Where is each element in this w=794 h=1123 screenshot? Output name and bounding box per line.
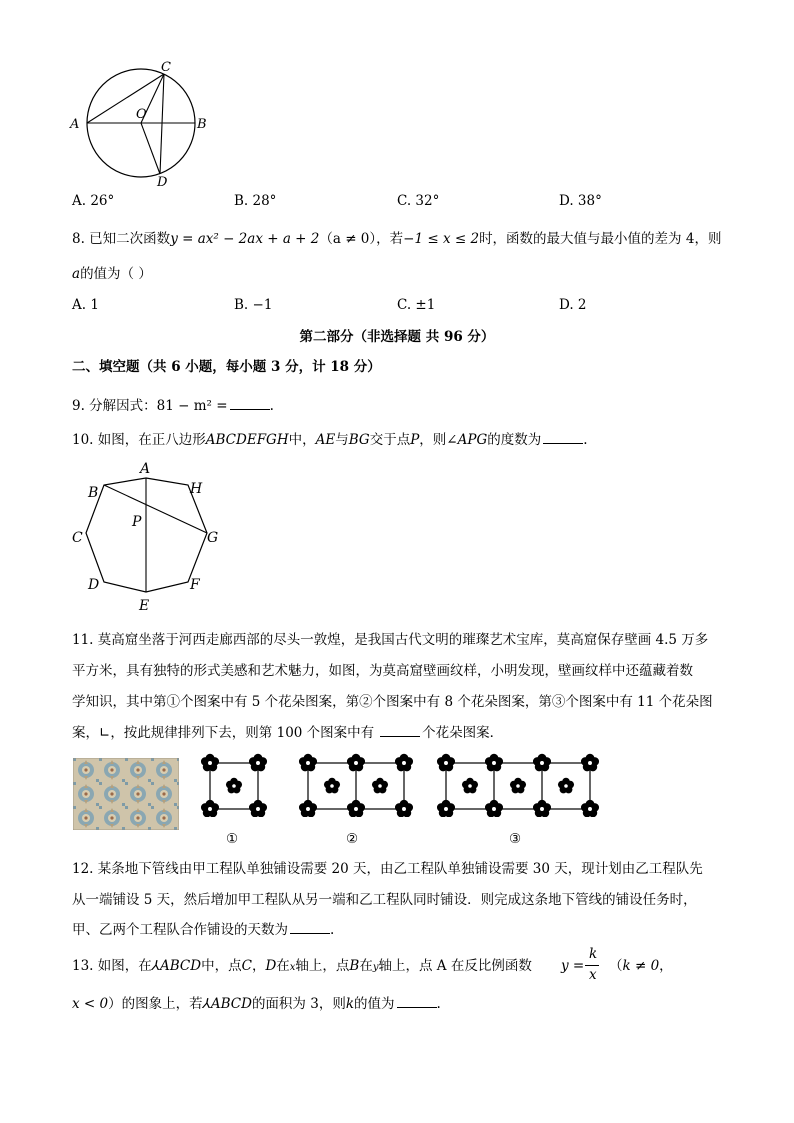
q10-label-g: G	[207, 530, 219, 546]
q11-caption-2: ②	[346, 831, 359, 847]
flower-icon	[324, 778, 340, 794]
flower-icon	[485, 800, 503, 817]
flower-icon	[437, 754, 455, 772]
q8-stem-line2: a的值为（ ）	[72, 266, 152, 282]
q10-label-e: E	[139, 598, 150, 614]
q8-option-a: A. 1	[72, 297, 99, 313]
section2-heading: 二、填空题（共 6 小题，每小题 3 分，计 18 分）	[72, 359, 381, 375]
q7-option-b: B. 28°	[234, 193, 277, 209]
flower-icon	[299, 800, 317, 817]
q8-option-c: C. ±1	[397, 297, 436, 313]
q10-label-f: F	[190, 577, 200, 593]
q11-mural-photo	[73, 758, 179, 830]
flower-icon	[249, 754, 267, 772]
q12-line3: 甲、乙两个工程队合作铺设的天数为 .	[72, 922, 335, 938]
q11-line1: 11. 莫高窟坐落于河西走廊西部的尽头一敦煌，是我国古代文明的璀璨艺术宝库，莫高窟保存壁画 4.5 万多	[72, 632, 709, 648]
q13-line2: x < 0）的图象上，若⅄ABCD的面积为 3，则k的值为 .	[72, 996, 441, 1012]
q11-line4: 案，∟，按此规律排列下去，则第 100 个图案中有 个花朵图案．	[72, 725, 504, 741]
flower-icon	[581, 800, 599, 817]
flower-icon	[395, 800, 413, 817]
flower-icon	[395, 754, 413, 772]
flower-icon	[347, 754, 365, 772]
flower-icon	[581, 754, 599, 772]
q13-line1: 13. 如图，在⅄ABCD中，点C，D在x轴上，点B在y轴上，点 A 在反比例函数	[72, 958, 532, 974]
flower-icon	[299, 754, 317, 772]
q11-pattern-2	[296, 753, 416, 817]
q8-option-b: B. −1	[234, 297, 273, 313]
flower-icon	[437, 800, 455, 817]
q10-label-c: C	[72, 530, 83, 546]
q10-label-p: P	[132, 514, 142, 530]
q12-answer-blank[interactable]	[290, 920, 330, 934]
flower-icon	[533, 800, 551, 817]
q11-pattern-3	[434, 753, 604, 817]
q11-caption-3: ③	[509, 831, 522, 847]
q11-line3: 学知识，其中第①个图案中有 5 个花朵图案，第②个图案中有 8 个花朵图案，第③个图案中有 11 个花朵图	[72, 694, 713, 710]
q7-label-b: B	[197, 117, 207, 132]
flower-icon	[201, 800, 219, 817]
q10-label-h: H	[190, 481, 203, 497]
q12-line2: 从一端铺设 5 天，然后增加甲工程队从另一端和乙工程队同时铺设．则完成这条地下管线的铺设任务时，	[72, 892, 697, 908]
q10-label-d: D	[88, 577, 100, 593]
q13-answer-blank[interactable]	[397, 994, 437, 1008]
flower-icon	[226, 778, 242, 794]
q10-stem: 10. 如图，在正八边形ABCDEFGH中，AE与BG交于点P，则∠APG的度数为 .	[72, 432, 588, 448]
q7-option-a: A. 26°	[72, 193, 115, 209]
q8-formula: y = ax² − 2ax + a + 2	[170, 231, 320, 247]
q8-stem-line1: 8. 已知二次函数y = ax² − 2ax + a + 2（a ≠ 0），若−1 ≤ x ≤ 2时，函数的最大值与最小值的差为 4，则	[72, 231, 722, 247]
q8-range: −1 ≤ x ≤ 2	[403, 231, 480, 247]
flower-icon	[533, 754, 551, 772]
q8-option-d: D. 2	[559, 297, 587, 313]
flower-icon	[201, 754, 219, 772]
flower-icon	[510, 778, 526, 794]
q11-pattern-1	[198, 753, 278, 817]
q10-label-b: B	[88, 485, 99, 501]
q7-label-o: O	[136, 107, 147, 122]
q13-line1-end: （k ≠ 0，	[609, 958, 673, 974]
q11-answer-blank[interactable]	[380, 723, 420, 737]
q10-label-a: A	[140, 461, 151, 477]
q7-option-d: D. 38°	[559, 193, 602, 209]
q9-answer-blank[interactable]	[230, 396, 270, 410]
q7-circle-figure	[66, 58, 216, 188]
q11-caption-1: ①	[226, 831, 239, 847]
part2-heading: 第二部分（非选择题 共 96 分）	[299, 329, 495, 345]
q7-option-c: C. 32°	[397, 193, 440, 209]
flower-icon	[558, 778, 574, 794]
q9-stem: 9. 分解因式：81 − m² = .	[72, 398, 274, 414]
q7-label-d: D	[157, 175, 168, 188]
flower-icon	[485, 754, 503, 772]
flower-icon	[462, 778, 478, 794]
flower-icon	[347, 800, 365, 817]
q7-label-a: A	[70, 117, 80, 132]
q12-line1: 12. 某条地下管线由甲工程队单独铺设需要 20 天，由乙工程队单独铺设需要 30 天，现计划由乙工程队先	[72, 861, 703, 877]
flower-icon	[372, 778, 388, 794]
q11-line2: 平方米，具有独特的形式美感和艺术魅力，如图，为莫高窟壁画纹样，小明发现，壁画纹样中还蕴藏着数	[72, 663, 693, 679]
flower-icon	[249, 800, 267, 817]
q10-octagon-figure	[66, 458, 236, 618]
q10-answer-blank[interactable]	[543, 430, 583, 444]
q7-label-c: C	[161, 60, 171, 75]
